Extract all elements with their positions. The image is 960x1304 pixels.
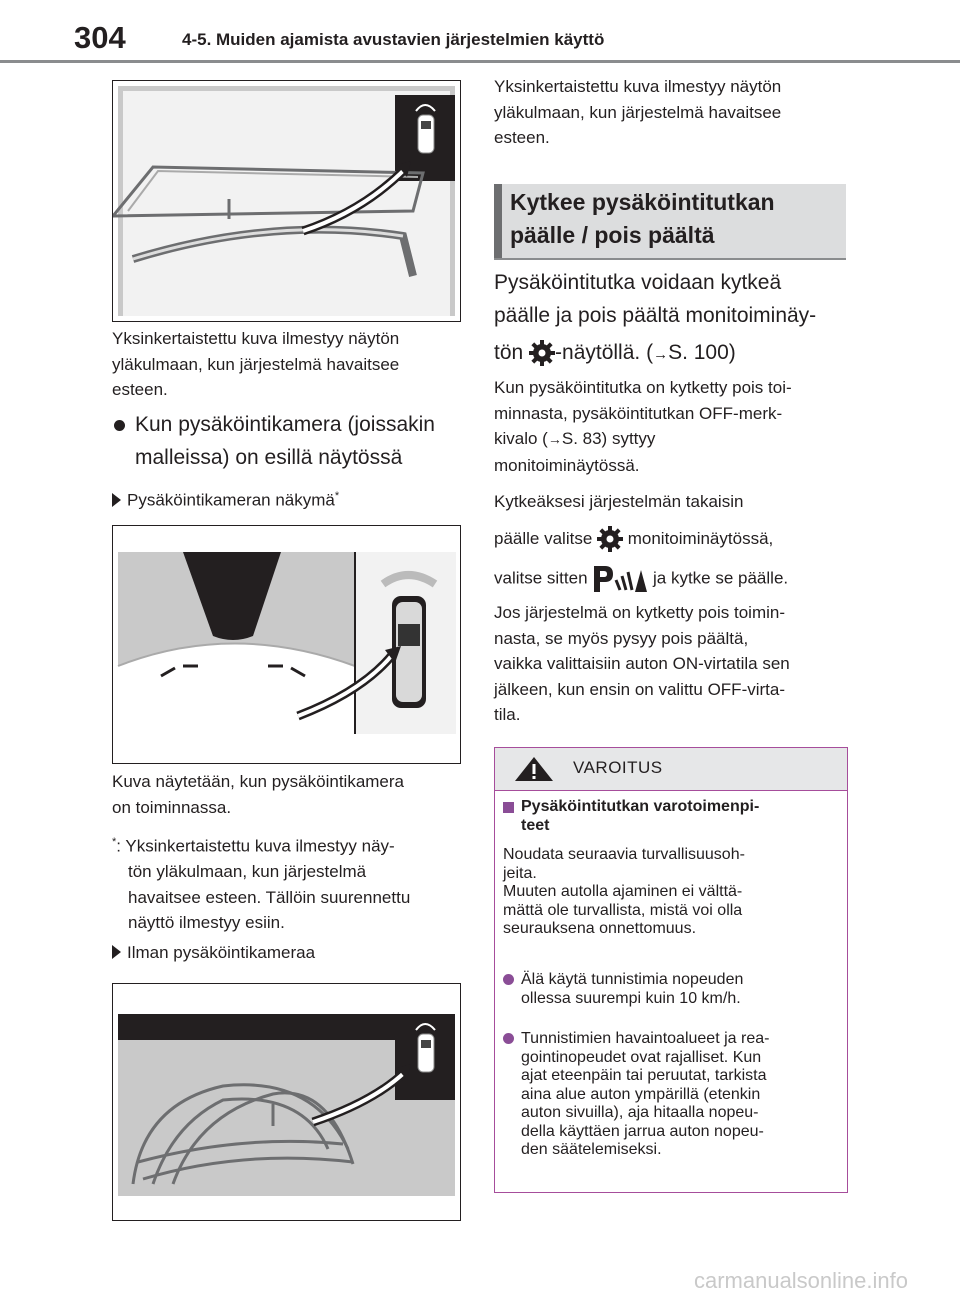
paragraph-off-indicator: Kun pysäköintitutka on kytketty pois toi- minnasta, pysäköintitutkan OFF-merk- kivalo (→S. 83) syttyy monitoiminäytössä. [494, 378, 792, 475]
warning-item-speed: Älä käytä tunnistimia nopeuden ollessa suurempi kuin 10 km/h. [503, 971, 839, 1008]
warning-paragraph: Noudata seuraavia turvallisuusoh- jeita. Muuten autolla ajaminen ei välttä- mättä ole turvallista, mistä voi olla seurauksena onnettomuus. [503, 846, 745, 937]
warning-triangle-icon [513, 756, 555, 782]
screen-illustration-1 [113, 81, 460, 321]
sub-heading-without-camera: Ilman pysäköintikameraa [112, 940, 315, 966]
section-heading-box [494, 184, 846, 260]
purple-bullet [503, 1033, 514, 1044]
warning-title: VAROITUS [573, 758, 663, 777]
warning-item-detection-range: Tunnistimien havaintoalueet ja rea- gointinopeudet ovat rajalliset. Kun ajat eteenpäin tai peruutat, tarkista aina alue auton ympärillä (etenkin auton sivuilla), aja hitaalla nopeu- della käyttäen jarrua auton nopeu- den säätelemiseksi. [503, 1030, 839, 1160]
page-number: 304 [74, 20, 126, 55]
figure-parking-camera-view [112, 525, 461, 764]
header-rule [0, 60, 960, 63]
chapter-title: 4-5. Muiden ajamista avustavien järjestelmien käyttö [182, 30, 605, 49]
bullet-dot [114, 420, 125, 431]
intro-paragraph: Pysäköintitutka voidaan kytkeä päälle ja pois päältä monitoiminäy- tön -näytöllä. (→S. 100) [494, 266, 854, 371]
warning-heading: Pysäköintitutkan varotoimenpi- teet [503, 798, 839, 835]
paragraph-stays-off: Jos järjestelmä on kytketty pois toimin- nasta, se myös pysyy pois päältä, vaikka valittaisiin auton ON-virtatila sen jälkeen, kun ensin on valittu OFF-virta- tila. [494, 603, 790, 724]
gear-icon [529, 340, 555, 366]
figure-parking-sensor-display-2 [112, 983, 461, 1221]
triangle-bullet-icon [112, 493, 121, 507]
triangle-bullet-icon [112, 945, 121, 959]
warning-box [494, 747, 848, 1193]
sub-heading-camera-view: Pysäköintikameran näkymä* [112, 484, 339, 513]
figure-caption-2: Kuva näytetään, kun pysäköintikamera on toiminnassa. [112, 772, 405, 817]
section-heading-bar [494, 184, 502, 258]
watermark: carmanualsonline.info [693, 1268, 908, 1293]
section-heading: Kytkee pysäköintitutkan päälle / pois päältä [510, 189, 775, 248]
square-bullet [503, 802, 514, 813]
footnote: *: Yksinkertaistettu kuva ilmestyy näy- tön yläkulmaan, kun järjestelmä havaitsee esteen. Tällöin suurennettu näyttö ilmestyy esiin. [112, 836, 411, 933]
warning-header [495, 748, 847, 791]
figure-parking-sensor-display-1 [112, 80, 461, 322]
screen-illustration-2 [113, 984, 460, 1220]
paragraph-reenable: Kytkeäksesi järjestelmän takaisin päälle valitse monitoiminäytössä, valitse sitten ja kytke se päälle. [494, 489, 854, 594]
figure-caption-1: Yksinkertaistettu kuva ilmestyy näytön yläkulmaan, kun järjestelmä havaitsee esteen. [112, 329, 400, 399]
purple-bullet [503, 974, 514, 985]
parking-sensor-icon [592, 564, 648, 594]
bullet-camera-shown: Kun pysäköintikamera (joissakin malleissa) on esillä näytössä [112, 408, 462, 474]
camera-view-illustration [113, 526, 460, 763]
figure-caption-top-right: Yksinkertaistettu kuva ilmestyy näytön yläkulmaan, kun järjestelmä havaitsee esteen. [494, 77, 782, 147]
gear-icon [597, 526, 623, 552]
